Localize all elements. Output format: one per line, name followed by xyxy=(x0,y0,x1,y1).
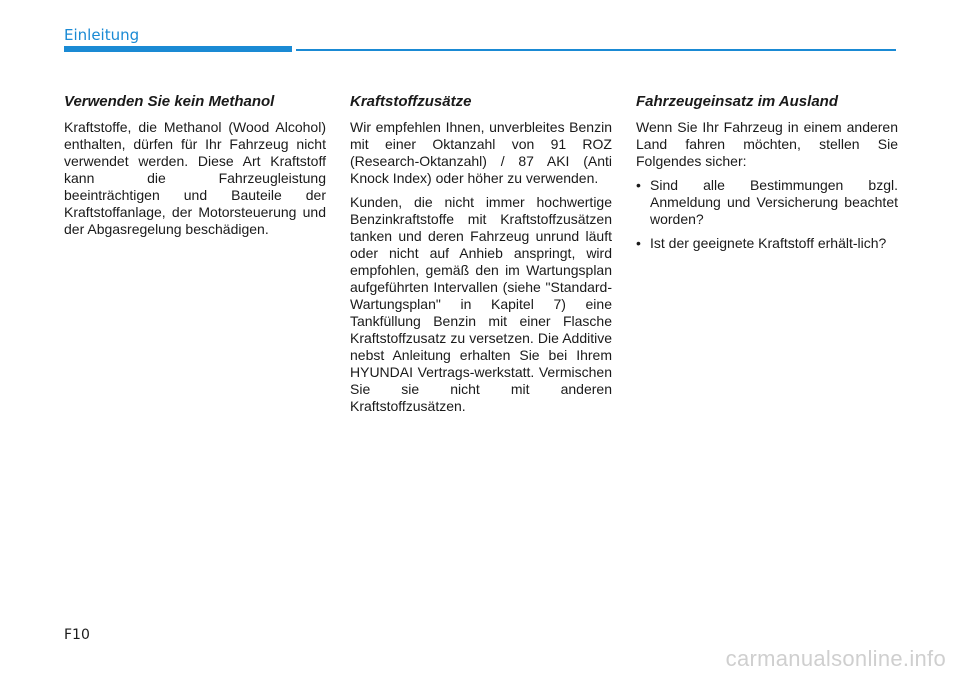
list-item-text: Sind alle Bestimmungen bzgl. Anmeldung und Versicherung beachtet worden? xyxy=(650,177,898,227)
page-number: F10 xyxy=(64,627,90,643)
paragraph-methanol: Kraftstoffe, die Methanol (Wood Alcohol) enthalten, dürfen für Ihr Fahrzeug nicht verwendet werden. Diese Art Kraftstoff kann die Fahrzeugleistung beeinträchtigen und Bauteile der Kraftstoffanlage, der Motorsteuerung und der Abgasregelung beschädigen. xyxy=(64,119,326,237)
paragraph-octane-recommendation: Wir empfehlen Ihnen, unverbleites Benzin mit einer Oktanzahl von 91 ROZ (Research-Oktanzahl) / 87 AKI (Anti Knock Index) oder höher zu verwenden. xyxy=(350,119,612,186)
paragraph-foreign-intro: Wenn Sie Ihr Fahrzeug in einem anderen Land fahren möchten, stellen Sie Folgendes sicher: xyxy=(636,119,898,169)
column-foreign-use xyxy=(636,93,898,259)
list-item xyxy=(636,177,898,228)
heading-methanol: Verwenden Sie kein Methanol xyxy=(64,93,275,110)
column-methanol xyxy=(64,93,326,245)
watermark: carmanualsonline.info xyxy=(725,646,946,671)
header-rule-thick xyxy=(64,46,292,52)
section-title: Einleitung xyxy=(64,26,140,44)
heading-foreign-use: Fahrzeugeinsatz im Ausland xyxy=(636,93,838,110)
bullet-icon: • xyxy=(636,235,641,251)
column-fuel-additives xyxy=(350,93,612,422)
heading-fuel-additives: Kraftstoffzusätze xyxy=(350,93,472,110)
header-rule-thin xyxy=(296,49,896,51)
paragraph-additive-usage: Kunden, die nicht immer hochwertige Benzinkraftstoffe mit Kraftstoffzusätzen tanken und deren Fahrzeug unrund läuft oder nicht auf Anhieb anspringt, wird empfohlen, gemäß den im Wartungsplan aufgeführten Intervallen (siehe "Standard-Wartungsplan" in Kapitel 7) eine Tankfüllung Benzin mit einer Flasche Kraftstoffzusatz zu versetzen. Die Additive nebst Anleitung erhalten Sie bei Ihrem HYUNDAI Vertrags-werkstatt. Vermischen Sie sie nicht mit anderen Kraftstoffzusätzen. xyxy=(350,194,612,414)
list-item xyxy=(636,235,898,252)
checklist xyxy=(636,177,898,252)
list-item-text: Ist der geeignete Kraftstoff erhält-lich? xyxy=(650,235,887,251)
bullet-icon: • xyxy=(636,177,641,193)
